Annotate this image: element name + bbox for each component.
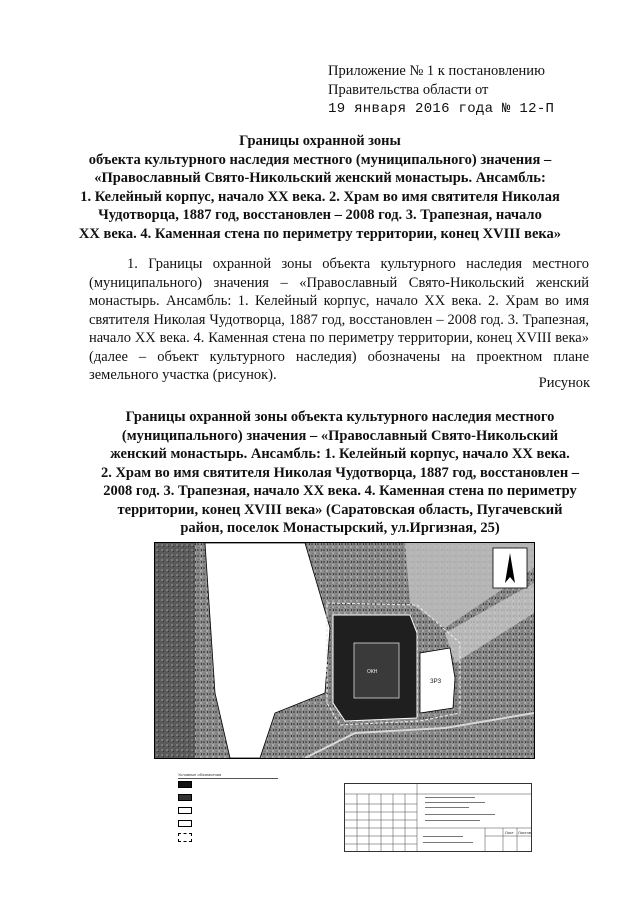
body-paragraph: 1. Границы охранной зоны объекта культурного наследия местного (муниципального) значения – «Православный Свято-Никольский женский монастырь. Ансамбль: 1. Келейный корпус, начало XX века. 2. Храм во имя святителя Николая Чудотворца, 1887 год, восстановлен – 2008 год. 3. Трапезная, начало XX века. 4. Каменная стена по периметру территории, конец XVIII века» (далее – объект культурного наследия) обозначены на проектном плане земельного участка (рисунок). [89,256,589,383]
caption-line-3: женский монастырь. Ансамбль: 1. Келейный корпус, начало XX века. [110,446,570,462]
appendix-line-2: Правительства области от [328,82,489,98]
legend-item [178,833,278,842]
title-line-5: Чудотворца, 1887 год, восстановлен – 2008 год. 3. Трапезная, начало [98,207,542,223]
legend-item [178,794,278,801]
appendix-header [328,62,554,119]
figure-caption [80,408,600,538]
title-line-4: 1. Келейный корпус, начало XX века. 2. Храм во имя святителя Николая [80,188,560,205]
title-line-6: XX века. 4. Каменная стена по периметру территории, конец XVIII века» [78,225,562,242]
stamp-grid [345,784,531,851]
object-label: ОКН [367,669,378,675]
legend-swatch-dark [178,781,192,788]
caption-line-1: Границы охранной зоны объекта культурного наследия местного [125,409,555,425]
caption-line-7: район, поселок Монастырский, ул.Иргизная, 25) [180,520,500,536]
stamp-sheet-label: Лист [505,830,514,835]
legend-swatch-dashed [178,833,192,842]
legend-title: Условные обозначения [178,773,278,779]
stamp-sheets-label: Листов [518,830,531,835]
caption-line-5: 2008 год. 3. Трапезная, начало XX века. 4. Каменная стена по периметру [103,483,577,499]
title-line-1: Границы охранной зоны [239,133,401,149]
zone-label: ЗРЗ [430,679,442,685]
legend-item [178,781,278,788]
title-line-3: «Православный Свято-Никольский женский монастырь. Ансамбль: [94,170,546,186]
appendix-line-1: Приложение № 1 к постановлению [328,63,545,79]
legend-swatch-white [178,807,192,814]
appendix-date-number: 19 января 2016 года № 12-П [328,101,555,117]
caption-line-4: 2. Храм во имя святителя Николая Чудотворца, 1887 год, восстановлен – [100,464,580,481]
caption-line-2: (муниципального) значения – «Православный Свято-Никольский [121,427,559,444]
legend-swatch-mid [178,794,192,801]
title-block-stamp [344,783,532,852]
aerial-photo [155,543,534,758]
title-line-2: объекта культурного наследия местного (муниципального) значения – [88,151,552,168]
caption-line-6: территории, конец XVIII века» (Саратовская область, Пугачевский [117,501,563,518]
document-title [0,132,640,243]
map-legend [178,773,278,848]
legend-swatch-outline [178,820,192,827]
legend-item [178,807,278,814]
figure-label: Рисунок [538,375,590,391]
site-plan-map [154,542,535,759]
legend-item [178,820,278,827]
